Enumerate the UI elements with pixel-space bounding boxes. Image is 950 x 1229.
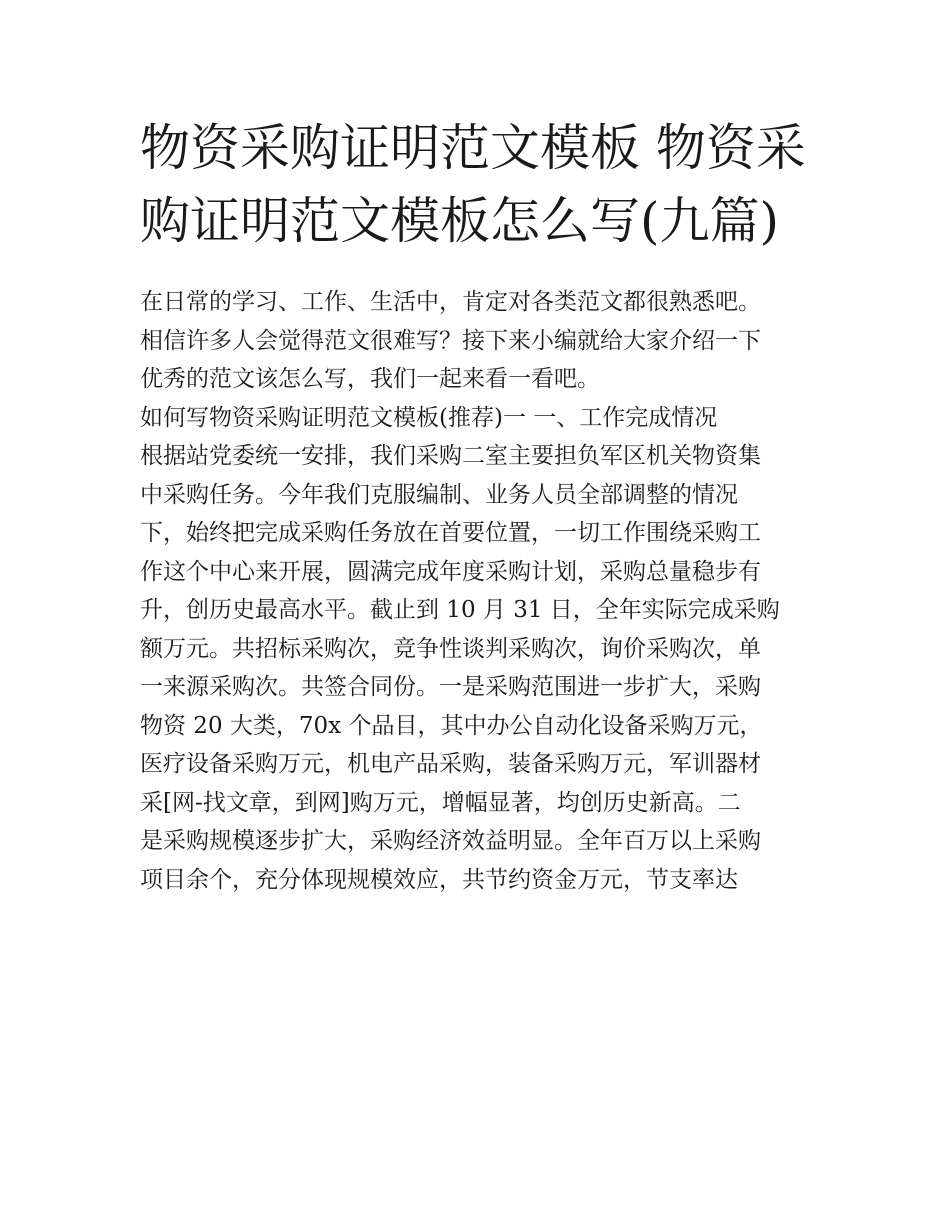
body-line: 优秀的范文该怎么写，我们一起来看一看吧。 <box>140 366 600 392</box>
title-line-1: 物资采购证明范文模板 物资采 <box>140 119 806 177</box>
body-line: 物资 20 大类，70x 个品目，其中办公自动化设备采购万元， <box>140 712 763 739</box>
body-line: 额万元。共招标采购次，竞争性谈判采购次，询价采购次，单 <box>140 635 761 662</box>
body-line: 项目余个，充分体现规模效应，共节约资金万元，节支率达 <box>140 866 738 893</box>
body-line: 医疗设备采购万元，机电产品采购，装备采购万元，军训器材 <box>140 751 761 777</box>
body-line: 一来源采购次。共签合同份。一是采购范围进一步扩大，采购 <box>140 674 761 700</box>
body-line: 在日常的学习、工作、生活中，肯定对各类范文都很熟悉吧。 <box>140 289 761 315</box>
document-body <box>140 283 820 899</box>
body-line: 中采购任务。今年我们克服编制、业务人员全部调整的情况 <box>140 481 738 508</box>
body-line: 采[网-找文章，到网]购万元，增幅显著，均创历史新高。二 <box>140 789 741 816</box>
body-line: 相信许多人会觉得范文很难写？接下来小编就给大家介绍一下 <box>140 327 761 354</box>
body-line: 是采购规模逐步扩大，采购经济效益明显。全年百万以上采购 <box>140 828 761 854</box>
section-heading: 如何写物资采购证明范文模板(推荐)一 一、工作完成情况 <box>140 404 718 431</box>
body-line: 升，创历史最高水平。截止到 10 月 31 日，全年实际完成采购 <box>140 597 780 623</box>
body-line: 作这个中心来开展，圆满完成年度采购计划，采购总量稳步有 <box>140 558 761 585</box>
title-line-2: 购证明范文模板怎么写(九篇) <box>140 192 780 250</box>
body-line: 根据站党委统一安排，我们采购二室主要担负军区机关物资集 <box>140 443 761 469</box>
body-line: 下，始终把完成采购任务放在首要位置，一切工作围绕采购工 <box>140 520 761 546</box>
document-title <box>140 112 820 258</box>
